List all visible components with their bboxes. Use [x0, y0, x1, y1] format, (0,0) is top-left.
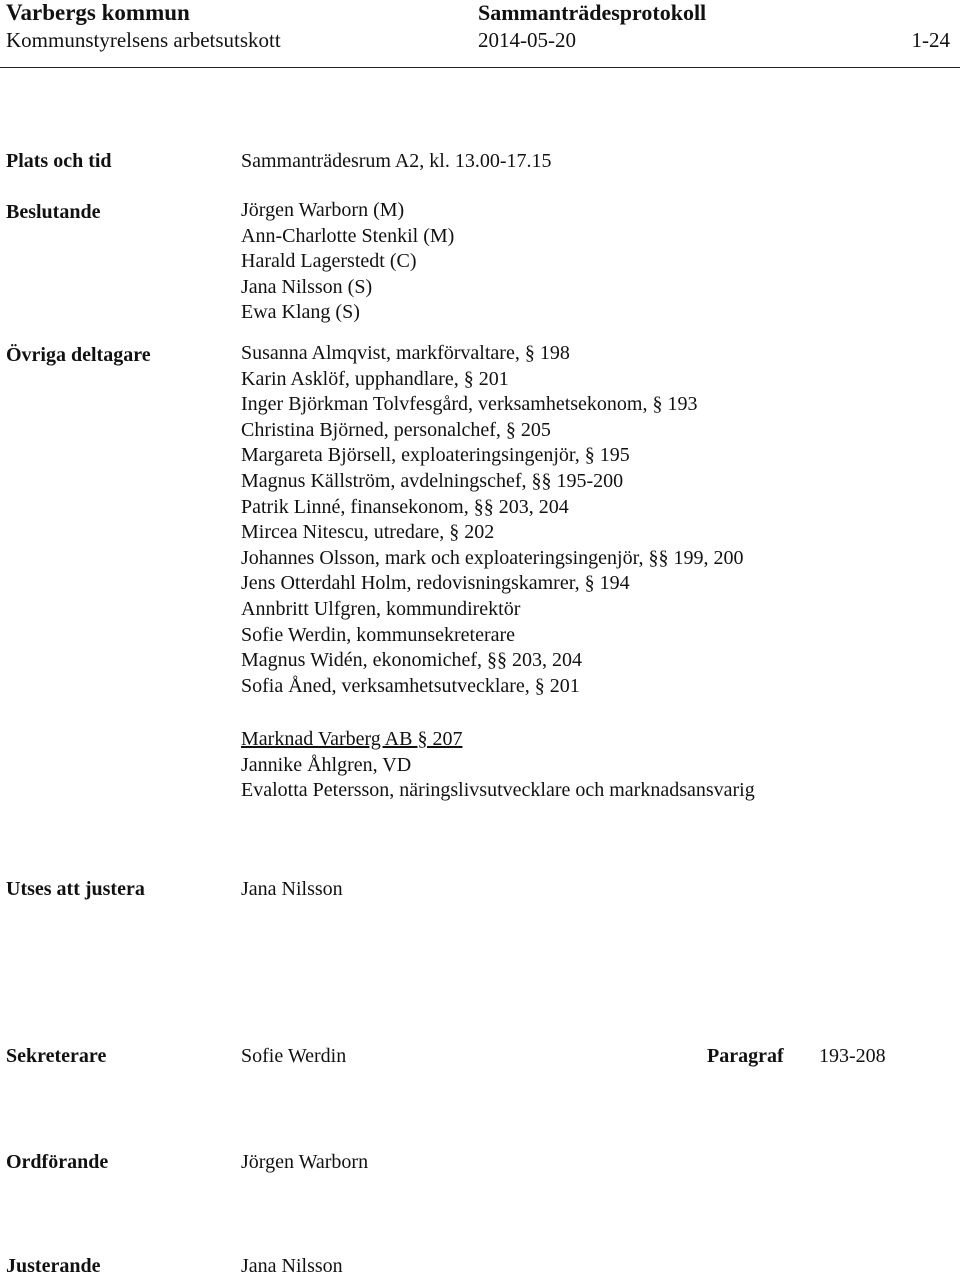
decision-makers-label: Beslutande	[6, 201, 101, 223]
list-item: Sofie Werdin, kommunsekreterare	[241, 623, 516, 646]
list-item: Christina Björned, personalchef, § 205	[241, 418, 551, 441]
decision-makers-list	[241, 198, 454, 326]
other-participants-label: Övriga deltagare	[6, 344, 151, 366]
other-participants-list	[241, 341, 743, 699]
list-item: Jannike Åhlgren, VD	[241, 753, 412, 776]
list-item: Jörgen Warborn (M)	[241, 199, 405, 221]
justifier-label: Justerande	[6, 1255, 101, 1277]
marknad-varberg-list	[241, 727, 755, 804]
secretary-label: Sekreterare	[6, 1045, 107, 1067]
committee-name: Kommunstyrelsens arbetsutskott	[6, 28, 281, 52]
justifier-value: Jana Nilsson	[241, 1255, 343, 1277]
list-item: Johannes Olsson, mark och exploateringsingenjör, §§ 199, 200	[241, 546, 744, 569]
chair-label: Ordförande	[6, 1151, 109, 1173]
list-item: Inger Björkman Tolvfesgård, verksamhetsekonom, § 193	[241, 393, 698, 416]
list-item: Magnus Widén, ekonomichef, §§ 203, 204	[241, 649, 582, 672]
list-item: Patrik Linné, finansekonom, §§ 203, 204	[241, 495, 569, 518]
list-item: Sofia Åned, verksamhetsutvecklare, § 201	[241, 674, 580, 697]
secretary-value: Sofie Werdin	[241, 1045, 347, 1067]
adjuster-label: Utses att justera	[6, 878, 145, 900]
list-item: Jens Otterdahl Holm, redovisningskamrer, § 194	[241, 572, 630, 595]
list-item: Annbritt Ulfgren, kommundirektör	[241, 597, 521, 620]
document-type: Sammanträdesprotokoll	[478, 0, 707, 25]
place-time-value: Sammanträdesrum A2, kl. 13.00-17.15	[241, 150, 552, 172]
meeting-date: 2014-05-20	[478, 28, 576, 52]
page-range: 1-24	[911, 28, 950, 52]
header-divider	[0, 67, 960, 68]
place-time-label: Plats och tid	[6, 150, 112, 172]
organization-name: Varbergs kommun	[6, 0, 190, 25]
list-item: Mircea Nitescu, utredare, § 202	[241, 521, 495, 544]
list-item: Ewa Klang (S)	[241, 301, 360, 324]
paragraph-value: 193-208	[819, 1045, 886, 1067]
list-item: Jana Nilsson (S)	[241, 275, 373, 298]
adjuster-value: Jana Nilsson	[241, 878, 343, 900]
marknad-varberg-heading: Marknad Varberg AB § 207	[241, 728, 463, 750]
list-item: Harald Lagerstedt (C)	[241, 250, 417, 273]
paragraph-label: Paragraf	[707, 1045, 784, 1067]
list-item: Margareta Björsell, exploateringsingenjör, § 195	[241, 444, 630, 467]
list-item: Magnus Källström, avdelningschef, §§ 195-200	[241, 469, 624, 492]
list-item: Karin Asklöf, upphandlare, § 201	[241, 367, 509, 390]
chair-value: Jörgen Warborn	[241, 1151, 369, 1173]
list-item: Susanna Almqvist, markförvaltare, § 198	[241, 342, 570, 364]
list-item: Evalotta Petersson, näringslivsutvecklare och marknadsansvarig	[241, 779, 755, 802]
list-item: Ann-Charlotte Stenkil (M)	[241, 224, 455, 247]
